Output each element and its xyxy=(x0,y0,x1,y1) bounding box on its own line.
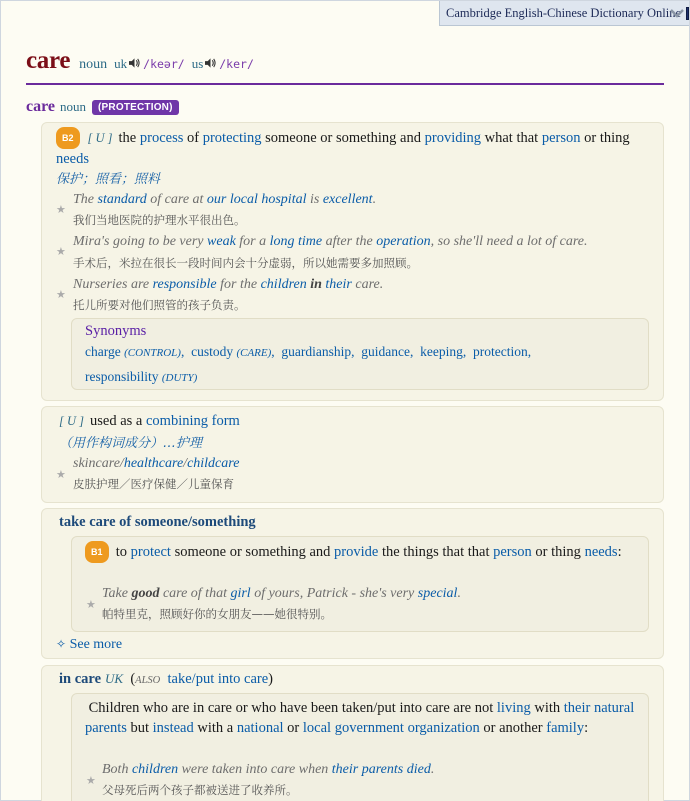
example-sentence: Take good care of that girl of yours, Patrick - she's very special. xyxy=(102,586,461,601)
phrase-title[interactable]: in care xyxy=(59,671,102,687)
chevron-down-icon[interactable] xyxy=(669,5,685,21)
word-link[interactable]: process xyxy=(139,130,184,146)
grammar-label: [ U ] xyxy=(87,131,113,145)
word-link[interactable]: needs xyxy=(584,544,618,560)
grammar-label: [ U ] xyxy=(59,414,85,428)
word-link[interactable]: protecting xyxy=(202,130,262,146)
region-label: UK xyxy=(105,671,124,686)
entry-header xyxy=(26,47,254,75)
synonym-link[interactable]: custody xyxy=(191,344,234,359)
level-badge: B2 xyxy=(56,127,80,149)
part-of-speech: noun xyxy=(79,57,108,72)
example-translation: 皮肤护理／医疗保健／儿童保育 xyxy=(73,477,234,491)
synonym-link[interactable]: charge xyxy=(85,344,121,359)
phrase-definition-text: B1 to protect someone or something and provide the things that that person or thing needs: xyxy=(85,541,640,563)
word-link[interactable]: national xyxy=(236,720,284,736)
word-link[interactable]: natural parents xyxy=(85,700,635,736)
star-icon[interactable]: ★ xyxy=(86,774,96,787)
sense-pos: noun xyxy=(60,99,87,114)
also-link[interactable]: take/put into care xyxy=(167,671,269,687)
word-link[interactable]: needs xyxy=(56,151,90,167)
definition-text-1: B2 [ U ] the process of protecting someone or something and providing what that person or thing needs xyxy=(56,127,656,169)
word-link[interactable]: combining form xyxy=(145,413,240,429)
star-icon[interactable]: ★ xyxy=(56,468,66,481)
uk-pronunciation: /keər/ xyxy=(143,57,185,71)
star-icon[interactable]: ★ xyxy=(56,288,66,301)
synonym-link[interactable]: protection xyxy=(473,344,528,359)
phrase-title[interactable]: take care of someone/something xyxy=(59,514,256,530)
definition-translation-2: （用作构词成分）…护理 xyxy=(59,436,203,451)
speaker-icon[interactable] xyxy=(205,58,216,68)
sparkle-icon: ✧ xyxy=(56,637,67,651)
level-badge: B1 xyxy=(85,541,109,563)
example-translation: 帕特里克，照顾好你的女朋友——她很特别。 xyxy=(102,607,332,621)
example-translation: 我们当地医院的护理水平很出色。 xyxy=(73,213,246,227)
word-link[interactable]: instead xyxy=(152,720,194,736)
definition-translation-1: 保护；照看；照料 xyxy=(56,172,161,187)
example-sentence: Nurseries are responsible for the children in their care. xyxy=(73,277,384,292)
uk-label: uk xyxy=(114,56,128,71)
see-more-link[interactable]: ✧ See more xyxy=(56,637,123,652)
phrase-title-in-care: in care UK (ALSO take/put into care) xyxy=(59,671,274,687)
word-link[interactable]: provide xyxy=(334,544,379,560)
word-link[interactable]: providing xyxy=(424,130,482,146)
synonyms-list: responsibility (DUTY) xyxy=(85,369,198,384)
synonyms-list: charge (CONTROL), custody (CARE), guardianship, guidance, keeping, protection, xyxy=(85,344,532,359)
us-pronunciation: /ker/ xyxy=(219,57,254,71)
synonym-link[interactable]: guidance xyxy=(361,344,411,359)
synonym-link[interactable]: guardianship xyxy=(281,344,352,359)
word-link[interactable]: their xyxy=(563,700,591,716)
word-link[interactable]: person xyxy=(541,130,581,146)
example-translation: 托儿所要对他们照管的孩子负责。 xyxy=(73,298,246,312)
dictionary-title-bar[interactable] xyxy=(439,1,689,26)
cambridge-logo-icon xyxy=(686,7,689,20)
sense-word: care xyxy=(26,98,56,115)
example-translation: 手术后，米拉在很长一段时间内会十分虚弱，所以她需要多加照顾。 xyxy=(73,256,418,270)
word-link[interactable]: family xyxy=(546,720,585,736)
guideword-badge: (PROTECTION) xyxy=(92,100,179,115)
word-link[interactable]: living xyxy=(496,700,531,716)
word-link[interactable]: local government organization xyxy=(302,720,480,736)
word-link[interactable]: person xyxy=(493,544,532,560)
dictionary-title: Cambridge English-Chinese Dictionary Online xyxy=(446,5,682,20)
sense-header xyxy=(26,98,179,116)
example-sentence: Both children were taken into care when their parents died. xyxy=(102,762,435,777)
synonym-link[interactable]: responsibility xyxy=(85,369,159,384)
star-icon[interactable]: ★ xyxy=(56,245,66,258)
synonym-link[interactable]: keeping xyxy=(420,344,463,359)
example-sentence: The standard of care at our local hospital is excellent. xyxy=(73,192,377,207)
header-divider xyxy=(26,83,664,85)
synonyms-title: Synonyms xyxy=(85,323,147,339)
phrase-definition-text: Children who are in care or who have been taken/put into care are not living with their natural parents but instead with a national or local government organization or another family: xyxy=(85,700,635,736)
example-sentence: skincare/healthcare/childcare xyxy=(73,456,240,471)
star-icon[interactable]: ★ xyxy=(86,598,96,611)
star-icon[interactable]: ★ xyxy=(56,203,66,216)
us-label: us xyxy=(191,56,204,71)
headword: care xyxy=(26,47,71,74)
word-link[interactable]: protect xyxy=(130,544,171,560)
speaker-icon[interactable] xyxy=(129,58,140,68)
also-label: ALSO xyxy=(135,675,161,686)
example-sentence: Mira's going to be very weak for a long time after the operation, so she'll need a lot of care. xyxy=(73,234,588,249)
example-translation: 父母死后两个孩子都被送进了收养所。 xyxy=(102,783,298,797)
definition-text-2: [ U ] used as a combining form xyxy=(59,413,240,429)
